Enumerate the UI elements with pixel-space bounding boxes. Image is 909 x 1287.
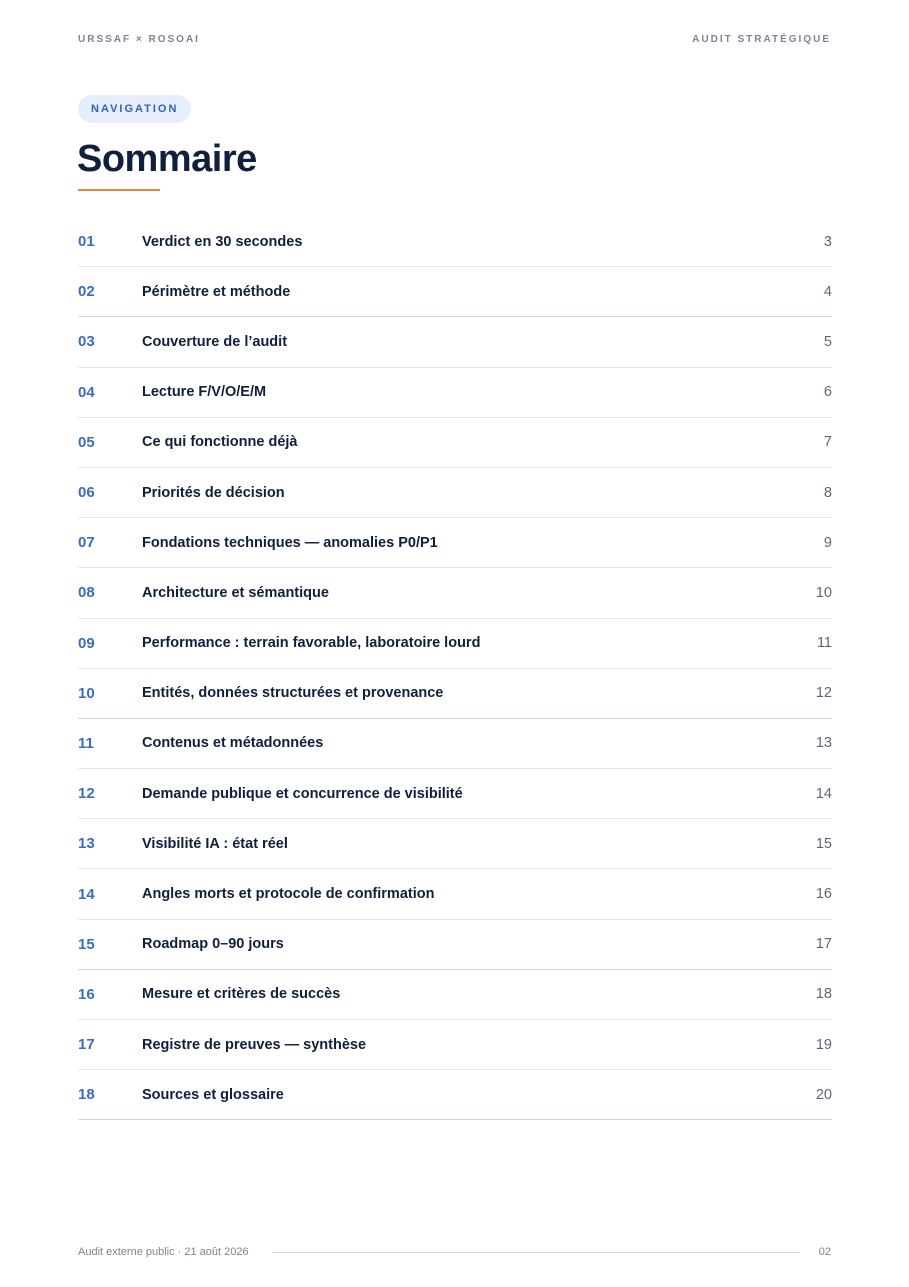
toc-label[interactable]: Contenus et métadonnées [142,735,324,752]
toc-label[interactable]: Lecture F/V/O/E/M [142,384,267,401]
toc-number: 06 [78,484,95,502]
toc-page: 18 [815,986,832,1003]
toc-label[interactable]: Sources et glossaire [142,1086,284,1103]
toc-row[interactable] [78,368,832,418]
footer-caption: Audit externe public · 21 août 2026 [78,1246,249,1258]
toc-number: 16 [78,985,95,1003]
toc-row[interactable] [78,669,832,719]
toc-label[interactable]: Mesure et critères de succès [142,986,341,1003]
toc-row[interactable] [78,719,832,769]
toc-page: 7 [823,434,832,451]
toc-row[interactable] [78,970,832,1020]
footer-page-number: 02 [818,1246,831,1258]
section-badge: NAVIGATION [78,95,191,123]
toc-page: 19 [815,1036,832,1053]
toc-row[interactable] [78,920,832,970]
toc-label[interactable]: Ce qui fonctionne déjà [142,434,298,451]
toc-label[interactable]: Périmètre et méthode [142,283,291,300]
footer-divider [272,1252,800,1253]
toc-row[interactable] [78,819,832,869]
toc-row[interactable] [78,217,832,267]
toc-page: 12 [815,685,832,702]
toc-row[interactable] [78,769,832,819]
toc-page: 3 [823,233,832,250]
toc-page: 5 [823,333,832,350]
toc-page: 13 [815,735,832,752]
toc-row[interactable] [78,568,832,618]
toc-page: 17 [815,936,832,953]
toc-number: 02 [78,283,95,301]
toc-page: 6 [823,384,832,401]
toc-number: 01 [78,233,95,251]
toc-row[interactable] [78,418,832,468]
toc-page: 15 [815,835,832,852]
toc-page: 9 [823,534,832,551]
toc-label[interactable]: Architecture et sémantique [142,584,329,601]
header-doc-type: AUDIT STRATÉGIQUE [692,34,831,45]
toc-label[interactable]: Priorités de décision [142,484,285,501]
toc-row[interactable] [78,518,832,568]
toc-row[interactable] [78,1020,832,1070]
toc-page: 10 [815,584,832,601]
toc-row[interactable] [78,317,832,367]
toc-number: 05 [78,433,95,451]
toc-number: 03 [78,333,95,351]
toc-page: 14 [815,785,832,802]
toc-number: 09 [78,634,95,652]
toc-page: 4 [823,283,832,300]
toc-label[interactable]: Visibilité IA : état réel [142,835,288,852]
toc-row[interactable] [78,869,832,919]
toc-page: 20 [815,1086,832,1103]
toc-label[interactable]: Verdict en 30 secondes [142,233,303,250]
toc-number: 10 [78,684,95,702]
toc-number: 13 [78,835,95,853]
header-brand: URSSAF × ROSOAI [78,34,200,45]
toc-label[interactable]: Entités, données structurées et provenance [142,685,444,702]
page-title: Sommaire [77,138,257,180]
toc-label[interactable]: Fondations techniques — anomalies P0/P1 [142,534,438,551]
toc-number: 08 [78,584,95,602]
toc-label[interactable]: Angles morts et protocole de confirmation [142,886,435,903]
toc-number: 07 [78,534,95,552]
toc-page: 16 [815,886,832,903]
toc-page: 8 [823,484,832,501]
toc-number: 15 [78,935,95,953]
toc-row[interactable] [78,1070,832,1120]
toc-page: 11 [816,635,832,652]
toc-label[interactable]: Performance : terrain favorable, laboratoire lourd [142,635,481,652]
toc-label[interactable]: Demande publique et concurrence de visibilité [142,785,463,802]
toc-row[interactable] [78,619,832,669]
toc-number: 14 [78,885,95,903]
toc-number: 11 [78,734,94,752]
toc-number: 04 [78,383,95,401]
toc-label[interactable]: Couverture de l’audit [142,333,288,350]
toc-row[interactable] [78,267,832,317]
table-of-contents [78,217,832,1120]
toc-label[interactable]: Registre de preuves — synthèse [142,1036,367,1053]
toc-number: 18 [78,1086,95,1104]
title-underline [78,189,160,191]
toc-label[interactable]: Roadmap 0–90 jours [142,936,284,953]
toc-number: 17 [78,1036,95,1054]
toc-number: 12 [78,785,95,803]
toc-row[interactable] [78,468,832,518]
